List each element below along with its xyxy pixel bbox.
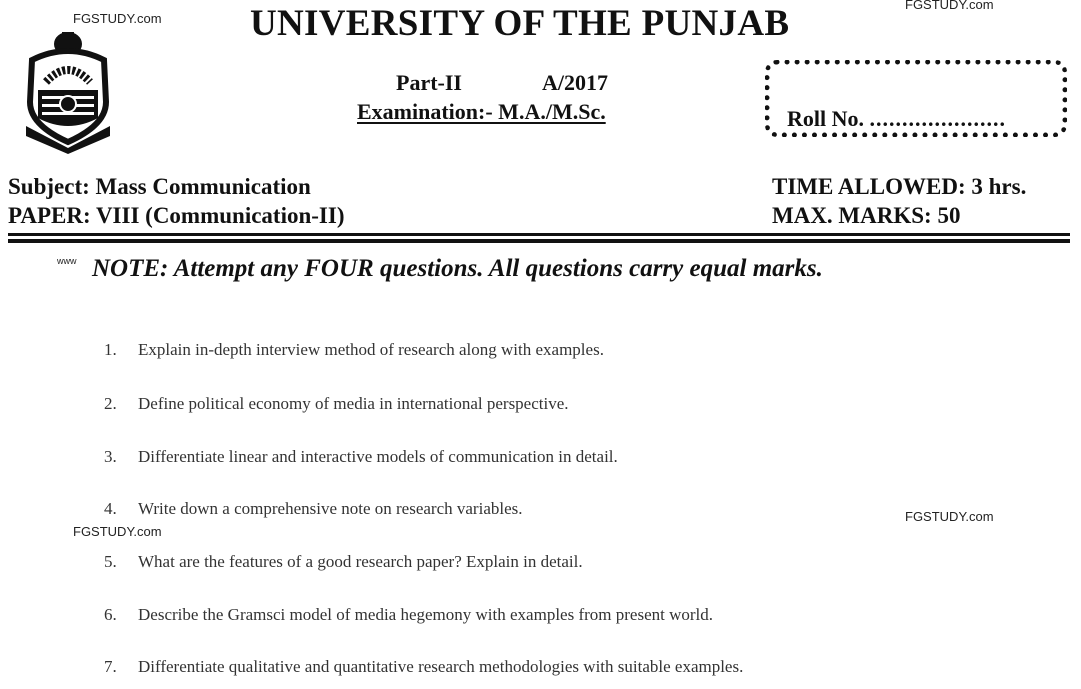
- instructions-note: NOTE: Attempt any FOUR questions. All questions carry equal marks.: [92, 255, 823, 282]
- question-text: Differentiate linear and interactive models of communication in detail.: [138, 447, 618, 466]
- question-text: Describe the Gramsci model of media hegemony with examples from present world.: [138, 605, 713, 624]
- question-item: [104, 605, 713, 625]
- header-divider-bottom: [8, 239, 1070, 243]
- question-item: [104, 447, 618, 467]
- watermark-mid-right: FGSTUDY.com: [905, 509, 994, 524]
- question-item: [104, 552, 583, 572]
- session-label: A/2017: [542, 70, 608, 95]
- roll-number-label: Roll No.: [787, 106, 864, 131]
- watermark-www: www: [57, 256, 77, 266]
- question-text: What are the features of a good research paper? Explain in detail.: [138, 552, 583, 571]
- roll-number-blank: .....................: [869, 106, 1006, 131]
- question-number: 3.: [104, 447, 117, 466]
- question-number: 6.: [104, 605, 117, 624]
- max-marks-label: MAX. MARKS: 50: [772, 203, 961, 228]
- watermark-mid-left: FGSTUDY.com: [73, 524, 162, 539]
- part-label: Part-II: [396, 70, 462, 95]
- roll-number-field[interactable]: [787, 106, 1006, 132]
- question-item: [104, 394, 569, 414]
- question-text: Write down a comprehensive note on research variables.: [138, 499, 523, 518]
- question-number: 7.: [104, 657, 117, 676]
- question-item: [104, 340, 604, 360]
- watermark-top-left: FGSTUDY.com: [73, 11, 162, 26]
- subject-label: Subject: Mass Communication: [8, 174, 311, 199]
- question-number: 1.: [104, 340, 117, 359]
- question-number: 2.: [104, 394, 117, 413]
- question-item: [104, 657, 743, 677]
- question-item: [104, 499, 523, 519]
- question-text: Differentiate qualitative and quantitative research methodologies with suitable examples.: [138, 657, 744, 676]
- time-allowed-label: TIME ALLOWED: 3 hrs.: [772, 174, 1027, 199]
- university-title: UNIVERSITY OF THE PUNJAB: [250, 3, 790, 44]
- paper-label: PAPER: VIII (Communication-II): [8, 203, 345, 228]
- question-text: Define political economy of media in international perspective.: [138, 394, 569, 413]
- question-number: 5.: [104, 552, 117, 571]
- examination-label: Examination:- M.A./M.Sc.: [357, 99, 606, 124]
- watermark-top-right: FGSTUDY.com: [905, 0, 994, 12]
- university-crest-logo: [22, 30, 114, 155]
- question-number: 4.: [104, 499, 117, 518]
- question-text: Explain in-depth interview method of research along with examples.: [138, 340, 604, 359]
- header-divider-top: [8, 233, 1070, 236]
